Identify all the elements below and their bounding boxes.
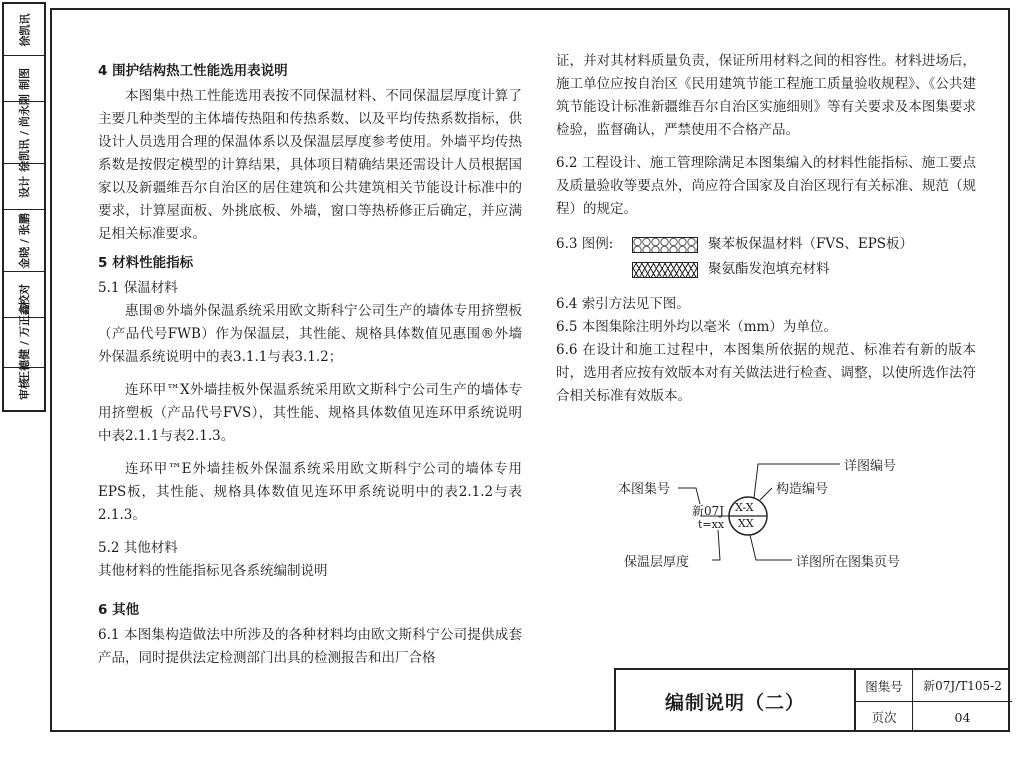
legend-pu-text: 聚氨酯发泡填充材料 bbox=[708, 261, 830, 277]
strip-cell-check: 校对 bbox=[4, 272, 44, 318]
section-5-1-paragraph-1: 惠围®外墙外保温系统采用欧文斯科宁公司生产的墙体专用挤塑板（产品代号FWB）作为保温层，其性能、规格具体数值见惠围®外墙外保温系统说明中的表3.1.1与表3.1.2； bbox=[98, 303, 522, 365]
section-5-2-paragraph: 其他材料的性能指标见各系统编制说明 bbox=[98, 563, 328, 579]
section-5-1-paragraph-2: 连环甲™X外墙挂板外保温系统采用欧文斯科宁公司生产的墙体专用挤塑板（产品代号FVS），其性能、规格具体数值见连环甲系统说明中表2.1.1与表2.1.3。 bbox=[98, 382, 522, 444]
section-6-5-paragraph: 6.5 本图集除注明外均以毫米（mm）为单位。 bbox=[556, 319, 837, 335]
section-4-paragraph: 本图集中热工性能选用表按不同保温材料、不同保温层厚度计算了主要几种类型的主体墙传热阻和传热系数、以及平均传热系数指标，供设计人员选用合理的保温体系以及保温层厚度参考使用。外墙平均传热系数是按假定模型的计算结果，具体项目精确结果还需设计人员根据国家以及新疆维吾尔自治区的居住建筑和公共建筑相关节能设计标准中的要求，计算屋面板、外挑底板、外墙，窗口等热桥修正后确定，并应满足相关标准要求。 bbox=[98, 88, 522, 242]
foam-hatch-swatch bbox=[632, 237, 698, 253]
title-block-grid bbox=[854, 670, 1012, 732]
legend-row-foam bbox=[556, 233, 976, 256]
strip-cell-review: 审核 bbox=[18, 378, 31, 400]
section-6-title: 6 其他 bbox=[98, 602, 140, 618]
legend-label: 6.3 图例: bbox=[556, 236, 614, 252]
page-label: 页次 bbox=[871, 710, 897, 725]
circle-bottom-code: XX bbox=[738, 517, 754, 530]
sheet-title: 编制说明（二） bbox=[664, 691, 805, 714]
legend-row-pu bbox=[556, 258, 976, 281]
section-6-4-paragraph: 6.4 索引方法见下图。 bbox=[556, 296, 690, 312]
label-insulation-thickness: 保温层厚度 bbox=[624, 555, 690, 570]
section-5-1-paragraph-3: 连环甲™E外墙挂板外保温系统采用欧文斯科宁公司的墙体专用EPS板，其性能、规格具体数值见连环甲系统说明中的表2.1.2与表2.1.3。 bbox=[98, 461, 522, 523]
strip-cell-drafting: 徐凯讯 bbox=[4, 4, 44, 56]
strip-cell-drawing: 制图 bbox=[4, 56, 44, 102]
section-6-1-continued: 证，并对其材料质量负责，保证所用材料之间的相容性。材料进场后，施工单位应按自治区《民用建筑节能工程施工质量验收规程》、《公共建筑节能设计标准新疆维吾尔自治区实施细则》等有关要求及本图集要求检验，监督确认，严禁使用不合格产品。 bbox=[556, 53, 976, 138]
label-page-number: 详图所在图集页号 bbox=[796, 555, 901, 570]
section-5-1-title: 5.1 保温材料 bbox=[98, 280, 178, 296]
title-block bbox=[614, 668, 1010, 732]
page-value: 04 bbox=[954, 709, 971, 725]
left-column bbox=[98, 54, 522, 670]
index-method-diagram bbox=[600, 450, 930, 580]
strip-cell-designer: 徐凯讯 / 尚永刚 bbox=[4, 102, 44, 164]
strip-cell-design: 设计 bbox=[4, 164, 44, 210]
label-detail-number: 详图编号 bbox=[844, 459, 897, 474]
section-5-title: 5 材料性能指标 bbox=[98, 255, 194, 271]
circle-top-code: X-X bbox=[735, 501, 754, 514]
atlas-number-label: 图集号 bbox=[865, 678, 903, 694]
diagram-thickness-code: t=xx bbox=[698, 518, 725, 531]
right-column bbox=[556, 50, 976, 408]
legend-foam-text: 聚苯板保温材料（FVS、EPS板） bbox=[708, 236, 914, 252]
pu-hatch-swatch bbox=[632, 262, 698, 278]
atlas-number-value: 新07J/T105-2 bbox=[923, 679, 1002, 693]
approval-strip bbox=[2, 2, 46, 412]
section-5-2-title: 5.2 其他材料 bbox=[98, 540, 178, 556]
section-6-2-paragraph: 6.2 工程设计、施工管理除满足本图集编入的材料性能指标、施工要点及质量验收等要点外，尚应符合国家及自治区现行有关标准、规范（规程）的规定。 bbox=[556, 155, 976, 217]
section-6-1-paragraph: 6.1 本图集构造做法中所涉及的各种材料均由欧文斯科宁公司提供成套产品，同时提供法定检测部门出具的检测报告和出厂合格 bbox=[98, 627, 522, 666]
section-4-title: 4 围护结构热工性能选用表说明 bbox=[98, 63, 288, 79]
diagram-code: 新07J bbox=[692, 504, 725, 518]
strip-cell-reviewer: 王德健 / 万正鑫 bbox=[4, 318, 44, 368]
label-construct-number: 构造编号 bbox=[776, 482, 829, 497]
section-6-6-paragraph: 6.6 在设计和施工过程中，本图集所依据的规范、标准若有新的版本时，选用者应按有效版本对有关做法进行检查、调整，以使所选作法符合相关标准有效版本。 bbox=[556, 342, 976, 404]
label-atlas-number: 本图集号 bbox=[618, 482, 671, 497]
strip-cell-checker: 金晓 / 张鹏 bbox=[4, 210, 44, 272]
